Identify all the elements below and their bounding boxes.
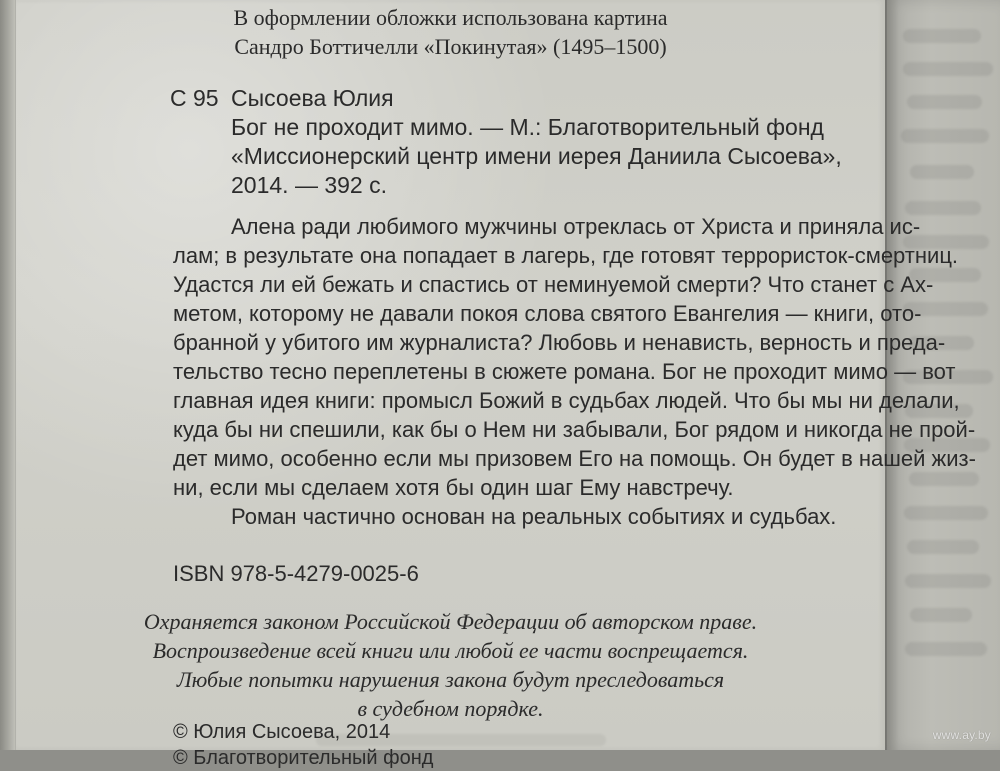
description-line-2: лам; в результате она попадает в лагерь, где готовят террористок-смертниц.	[173, 243, 959, 268]
description-line-7: главная идея книги: промысл Божий в судьбах людей. Что бы мы ни делали,	[173, 388, 960, 413]
description-line-11: Роман частично основан на реальных событиях и судьбах.	[231, 504, 837, 529]
publication-line-1: Бог не проходит мимо. — М.: Благотворительный фонд	[231, 114, 824, 140]
description-line-9: дет мимо, особенно если мы призовем Его на помощь. Он будет в нашей жиз-	[173, 446, 976, 471]
legal-line-3: Любые попытки нарушения закона будут преследоваться	[176, 667, 725, 692]
copyright-line-1: © Юлия Сысоева, 2014	[173, 721, 391, 743]
ghost-text-line	[904, 506, 988, 520]
cover-note-line-1: В оформлении обложки использована картина	[233, 5, 668, 30]
ghost-text-line	[905, 574, 991, 588]
isbn-line: ISBN 978-5-4279-0025-6	[173, 561, 419, 586]
ghost-text-line	[910, 608, 972, 622]
description-line-10: ни, если мы сделаем хотя бы один шаг Ему навстречу.	[173, 475, 734, 500]
description-line-4: метом, которому не давали покоя слова святого Евангелия — книги, ото-	[173, 301, 922, 326]
legal-line-2: Воспроизведение всей книги или любой ее части воспрещается.	[152, 638, 749, 663]
publication-line-2: «Миссионерский центр имени иерея Даниила Сысоева»,	[231, 143, 842, 169]
description-line-3: Удастся ли ей бежать и спастись от неминуемой смерти? Что станет с Ах-	[173, 272, 934, 297]
publication-line-3: 2014. — 392 с.	[231, 172, 387, 198]
cover-note-line-2: Сандро Боттичелли «Покинутая» (1495–1500)	[234, 34, 667, 59]
copyright-line-2: © Благотворительный фонд	[173, 747, 434, 769]
ghost-text-line	[910, 165, 974, 179]
legal-line-1: Охраняется законом Российской Федерации об авторском праве.	[143, 609, 758, 634]
ghost-text-line	[901, 129, 989, 143]
ghost-text-line	[903, 29, 981, 43]
ghost-text-line	[909, 472, 979, 486]
description-line-5: бранной у убитого им журналиста? Любовь и ненависть, верность и преда-	[173, 330, 946, 355]
ghost-text-line	[907, 540, 979, 554]
description-line-8: куда бы ни спешили, как бы о Нем ни забывали, Бог рядом и никогда не прой-	[173, 417, 976, 442]
catalog-code: С 95	[170, 85, 219, 111]
left-page-edge	[0, 0, 16, 750]
ghost-text-line	[905, 642, 987, 656]
legal-line-4: в судебном порядке.	[357, 696, 544, 721]
site-watermark: www.ay.by	[932, 728, 991, 742]
ghost-text-line	[903, 62, 993, 76]
ghost-text-line	[907, 95, 982, 109]
description-line-1: Алена ради любимого мужчины отреклась от Христа и приняла ис-	[231, 214, 921, 239]
author-name: Сысоева Юлия	[231, 85, 394, 111]
description-line-6: тельство тесно переплетены в сюжете романа. Бог не проходит мимо — вот	[173, 359, 956, 384]
